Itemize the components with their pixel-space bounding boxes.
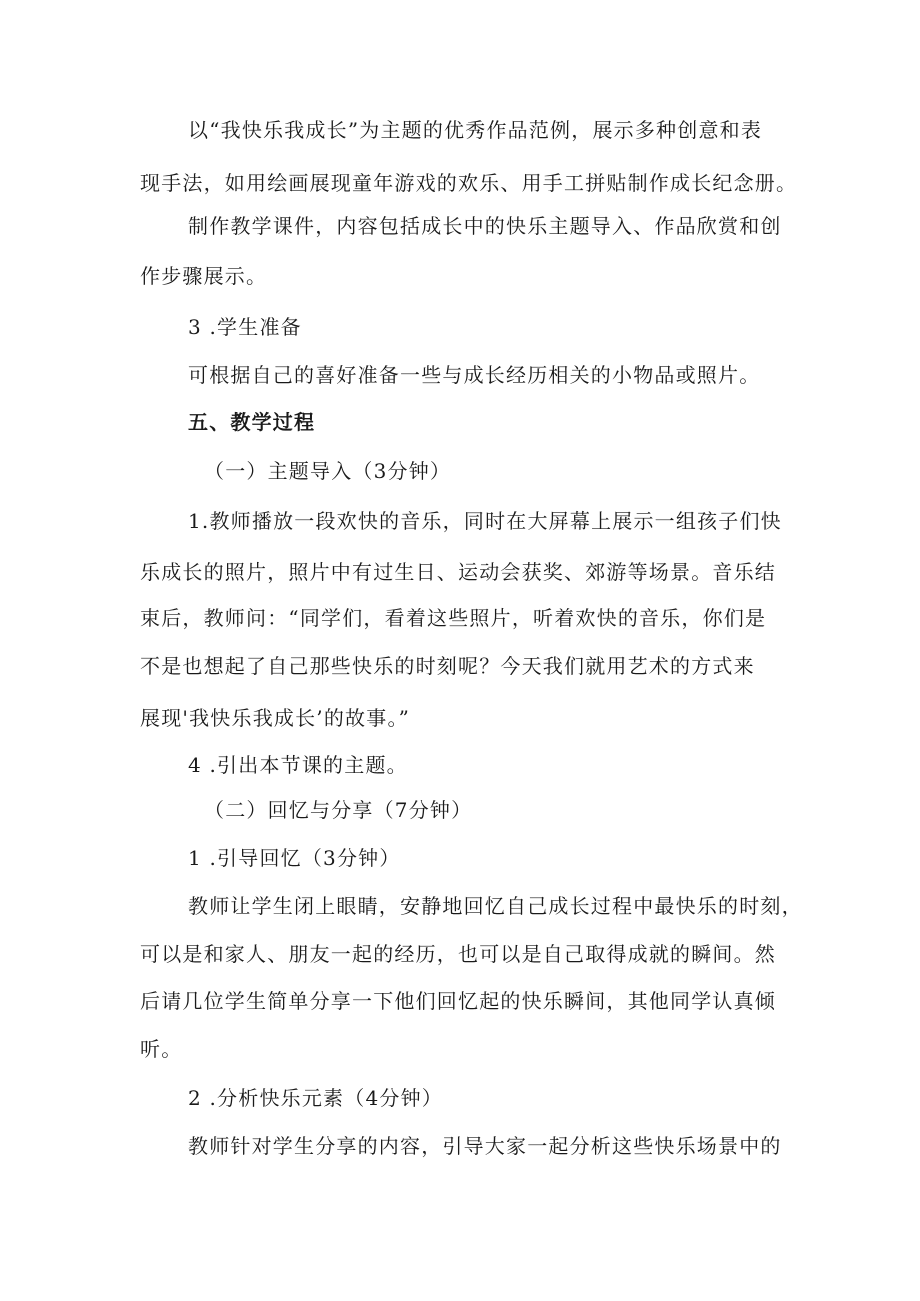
section-heading: 五、教学过程 (188, 410, 316, 434)
subsection-heading: （二）回忆与分享（7分钟） (204, 798, 473, 822)
paragraph-line: 乐成长的照片，照片中有过生日、运动会获奖、郊游等场景。音乐结 (140, 560, 776, 584)
paragraph-line: 可根据自己的喜好准备一些与成长经历相关的小物品或照片。 (188, 363, 761, 387)
paragraph-line: 可以是和家人、朋友一起的经历，也可以是自己取得成就的瞬间。然 (140, 942, 776, 966)
paragraph-line: 展现'我快乐我成长’的故事。” (140, 706, 411, 730)
section-heading: 2 .分析快乐元素（4分钟） (188, 1086, 443, 1110)
paragraph-line: 教师针对学生分享的内容，引导大家一起分析这些快乐场景中的 (188, 1134, 782, 1158)
paragraph-line: 作步骤展示。 (140, 264, 268, 288)
paragraph-line: 1.教师播放一段欢快的音乐，同时在大屏幕上展示一组孩子们快 (188, 509, 782, 533)
paragraph-line: 4 .引出本节课的主题。 (188, 753, 408, 777)
paragraph-line: 现手法，如用绘画展现童年游戏的欢乐、用手工拼贴制作成长纪念册。 (140, 171, 798, 195)
paragraph-line: 教师让学生闭上眼睛，安静地回忆自己成长过程中最快乐的时刻， (188, 894, 803, 918)
section-heading: 3 .学生准备 (188, 315, 302, 339)
paragraph-line: 制作教学课件，内容包括成长中的快乐主题导入、作品欣赏和创 (188, 214, 782, 238)
subsection-heading: （一）主题导入（3分钟） (204, 459, 452, 483)
paragraph-line: 束后，教师问：“同学们，看着这些照片，听着欢快的音乐，你们是 (140, 606, 767, 630)
paragraph-line: 不是也想起了自己那些快乐的时刻呢？今天我们就用艺术的方式来 (140, 654, 755, 678)
paragraph-line: 以“我快乐我成长”为主题的优秀作品范例，展示多种创意和表 (188, 118, 763, 142)
paragraph-line: 听。 (140, 1037, 183, 1061)
section-heading: 1 .引导回忆（3分钟） (188, 846, 401, 870)
paragraph-line: 后请几位学生简单分享一下他们回忆起的快乐瞬间，其他同学认真倾 (140, 989, 776, 1013)
